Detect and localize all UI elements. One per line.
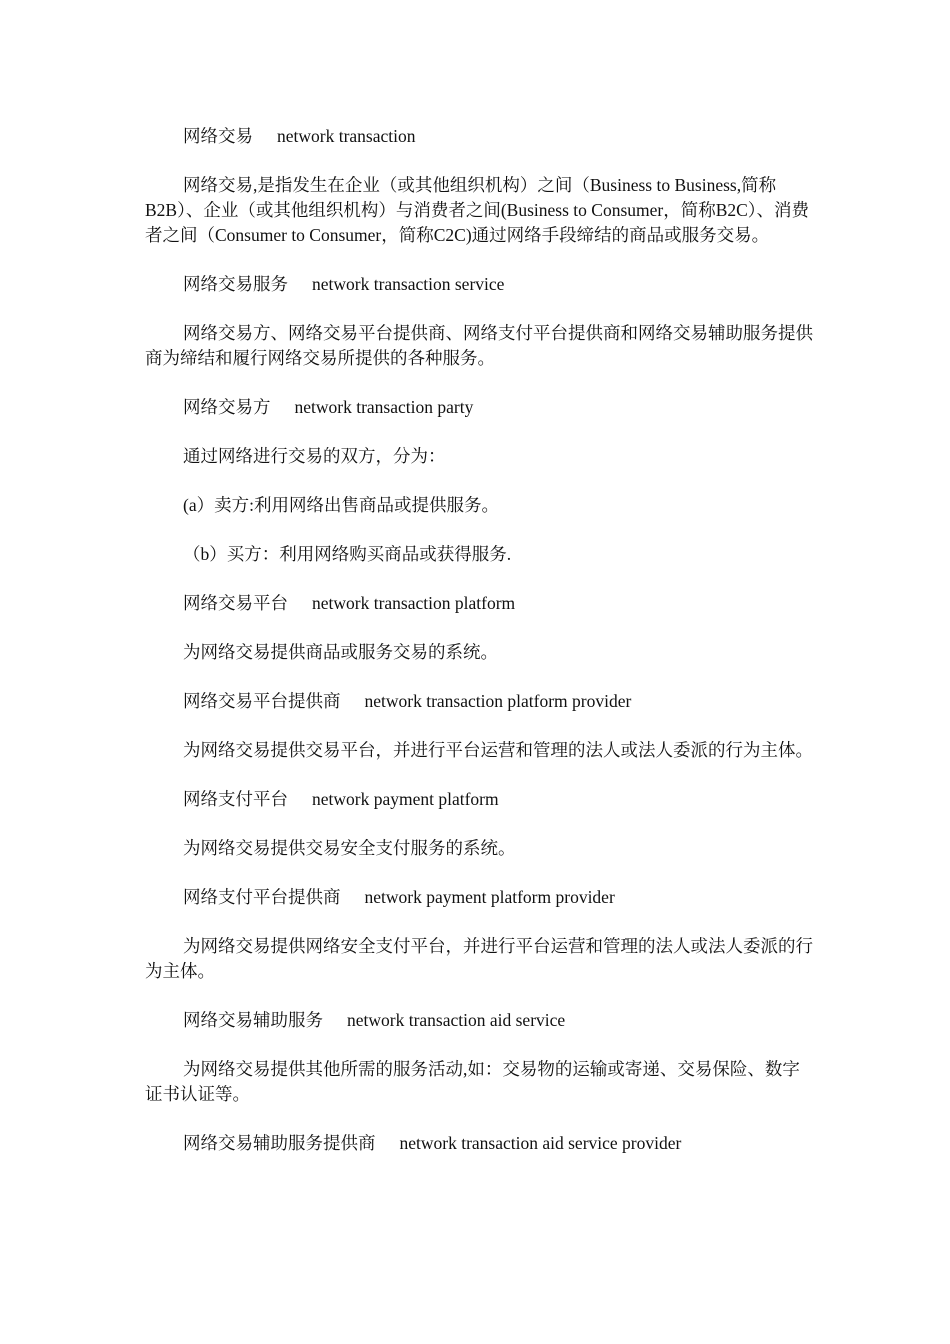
term-network-transaction (145, 124, 815, 149)
term-network-transaction-aid-service-provider (145, 1131, 815, 1156)
term-network-transaction-platform-provider (145, 689, 815, 714)
term-network-transaction-platform (145, 591, 815, 616)
term-zh: 网络支付平台提供商 (183, 887, 341, 907)
definition-network-payment-platform-provider: 为网络交易提供网络安全支付平台，并进行平台运营和管理的法人或法人委派的行为主体。 (145, 936, 813, 981)
term-en: network payment platform (312, 789, 499, 809)
term-zh: 网络交易辅助服务提供商 (183, 1133, 376, 1153)
document-page (145, 124, 815, 1180)
term-en: network transaction party (294, 397, 474, 417)
definition-network-transaction-platform-provider: 为网络交易提供交易平台，并进行平台运营和管理的法人或法人委派的行为主体。 (183, 740, 813, 760)
definition-network-payment-platform: 为网络交易提供交易安全支付服务的系统。 (183, 838, 516, 858)
term-zh: 网络支付平台 (183, 789, 288, 809)
term-en: network transaction aid service provider (399, 1133, 682, 1153)
term-zh: 网络交易方 (183, 397, 271, 417)
term-zh: 网络交易服务 (183, 274, 288, 294)
definition-network-transaction-aid-service: 为网络交易提供其他所需的服务活动,如：交易物的运输或寄递、交易保险、数字证书认证等。 (145, 1059, 800, 1104)
term-network-transaction-service (145, 272, 815, 297)
definition-network-transaction-service: 网络交易方、网络交易平台提供商、网络支付平台提供商和网络交易辅助服务提供商为缔结和履行网络交易所提供的各种服务。 (145, 323, 813, 368)
term-zh: 网络交易平台提供商 (183, 691, 341, 711)
term-network-transaction-party (145, 395, 815, 420)
term-zh: 网络交易平台 (183, 593, 288, 613)
term-en: network transaction platform (312, 593, 516, 613)
list-item-seller: (a）卖方:利用网络出售商品或提供服务。 (183, 495, 499, 515)
list-item-buyer: （b）买方：利用网络购买商品或获得服务. (183, 544, 512, 564)
definition-network-transaction: 网络交易,是指发生在企业（或其他组织机构）之间（Business to Business,简称B2B）、企业（或其他组织机构）与消费者之间(Business to Consumer，简称B2C）、消费者之间（Consumer to Consumer，简称C2C)通过网络手段缔结的商品或服务交易。 (145, 175, 810, 245)
term-zh: 网络交易辅助服务 (183, 1010, 323, 1030)
term-en: network transaction aid service (347, 1010, 566, 1030)
term-zh: 网络交易 (183, 126, 253, 146)
definition-network-transaction-platform: 为网络交易提供商品或服务交易的系统。 (183, 642, 498, 662)
definition-network-transaction-party: 通过网络进行交易的双方，分为： (183, 446, 446, 466)
term-network-payment-platform-provider (145, 885, 815, 910)
term-network-transaction-aid-service (145, 1008, 815, 1033)
term-en: network payment platform provider (364, 887, 615, 907)
term-en: network transaction (277, 126, 416, 146)
term-network-payment-platform (145, 787, 815, 812)
term-en: network transaction service (312, 274, 505, 294)
term-en: network transaction platform provider (364, 691, 632, 711)
